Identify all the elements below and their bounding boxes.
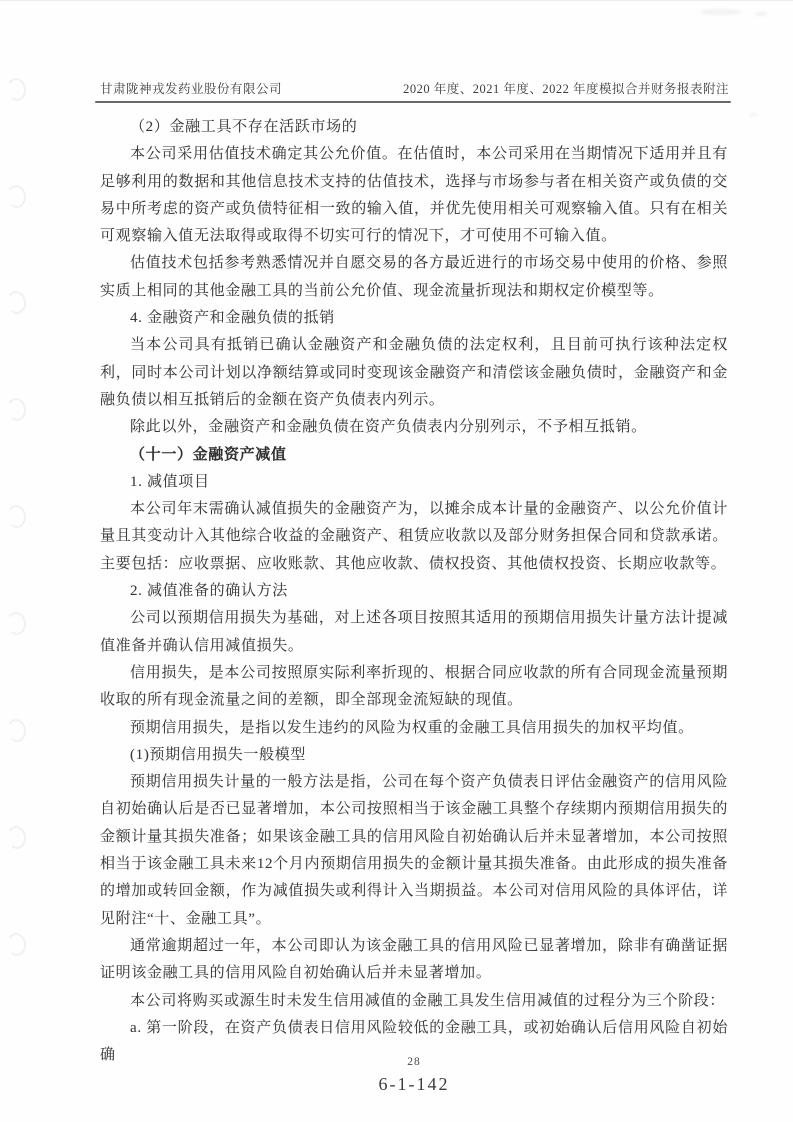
paragraph: a. 第一阶段，在资产负债表日信用风险较低的金融工具，或初始确认后信用风险自初始确 [100, 1019, 728, 1064]
header-doc-title: 2020 年度、2021 年度、2022 年度模拟合并财务报表附注 [403, 82, 729, 96]
binder-ring-mark [5, 504, 27, 529]
sub-heading: 2. 减值准备的确认方法 [130, 583, 288, 600]
sub-heading: (1)预期信用损失一般模型 [130, 746, 307, 763]
paragraph: 信用损失，是本公司按照原实际利率折现的、根据合同应收款的所有合同现金流量预期收取的所有现金流量之间的差额，即全部现金流短缺的现值。 [100, 664, 728, 709]
paragraph: 本公司将购买或源生时未发生信用减值的金融工具发生信用减值的过程分为三个阶段： [130, 992, 726, 1009]
paragraph: 公司以预期信用损失为基础，对上述各项目按照其适用的预期信用损失计量方法计提减值准备并确认信用减值损失。 [100, 610, 728, 654]
scan-smudge [700, 9, 742, 15]
paragraph: 估值技术包括参考熟悉情况并自愿交易的各方最近进行的市场交易中使用的价格、参照实质上相同的其他金融工具的当前公允价值、现金流量折现法和期权定价模型等。 [100, 255, 728, 299]
paragraph: 除此以外，金融资产和金融负债在资产负债表内分别列示，不予相互抵销。 [130, 419, 647, 436]
binder-ring-mark [5, 77, 27, 102]
header-company-name: 甘肃陇神戎发药业股份有限公司 [100, 82, 283, 96]
binder-ring-mark [5, 397, 27, 422]
binder-ring-mark [5, 825, 27, 850]
paragraph: 预期信用损失计量的一般方法是指，公司在每个资产负债表日评估金融资产的信用风险自初始确认后是否已显著增加，本公司按照相当于该金融工具整个存续期内预期信用损失的金额计量其损失准备；如果该金融工具的信用风险自初始确认后并未显著增加，本公司按照相当于该金融工具未来12个月内预期信用损失的金额计量其损失准备。由此形成的损失准备的增加或转回金额，作为减值损失或利得计入当期损益。本公司对信用风险的具体评估，详见附注“十、金融工具”。 [100, 774, 728, 927]
header-rule [95, 101, 731, 103]
binder-ring-mark [5, 718, 27, 743]
binder-ring-mark [5, 932, 27, 957]
sub-heading: （2）金融工具不存在活跃市场的 [130, 119, 358, 135]
binder-ring-mark [5, 611, 27, 636]
binder-ring-mark [5, 184, 27, 209]
paragraph: 预期信用损失，是指以发生违约的风险为权重的金融工具信用损失的加权平均值。 [130, 719, 694, 736]
doc-page-number: 6-1-142 [378, 1074, 450, 1094]
scan-smudge [748, 112, 758, 117]
section-heading: （十一）金融资产减值 [130, 446, 287, 463]
page-header [100, 79, 729, 97]
sub-heading: 1. 减值项目 [130, 473, 210, 490]
document-body [100, 114, 728, 1069]
binder-ring-mark [5, 290, 27, 315]
paragraph: 通常逾期超过一年，本公司即认为该金融工具的信用风险已显著增加，除非有确凿证据证明该金融工具的信用风险自初始确认后并未显著增加。 [100, 937, 728, 982]
page-number: 28 [407, 1056, 421, 1068]
scan-smudge [755, 12, 767, 16]
sub-heading: 4. 金融资产和金融负债的抵销 [130, 310, 335, 327]
paragraph: 当本公司具有抵销已确认金融资产和金融负债的法定权利，且目前可执行该种法定权利，同时本公司计划以净额结算或同时变现该金融资产和清偿该金融负债时，金融资产和金融负债以相互抵销后的金额在资产负债表内列示。 [100, 337, 728, 408]
paragraph: 本公司采用估值技术确定其公允价值。在估值时，本公司采用在当期情况下适用并且有足够利用的数据和其他信息技术支持的估值技术，选择与市场参与者在相关资产或负债的交易中所考虑的资产或负债特征相一致的输入值，并优先使用相关可观察输入值。只有在相关可观察输入值无法取得或取得不切实可行的情况下，才可使用不可输入值。 [100, 146, 728, 245]
paragraph: 本公司年末需确认减值损失的金融资产为，以摊余成本计量的金融资产、以公允价值计量且其变动计入其他综合收益的金融资产、租赁应收款以及部分财务担保合同和贷款承诺。主要包括：应收票据、应收账款、其他应收款、债权投资、其他债权投资、长期应收款等。 [100, 501, 728, 572]
